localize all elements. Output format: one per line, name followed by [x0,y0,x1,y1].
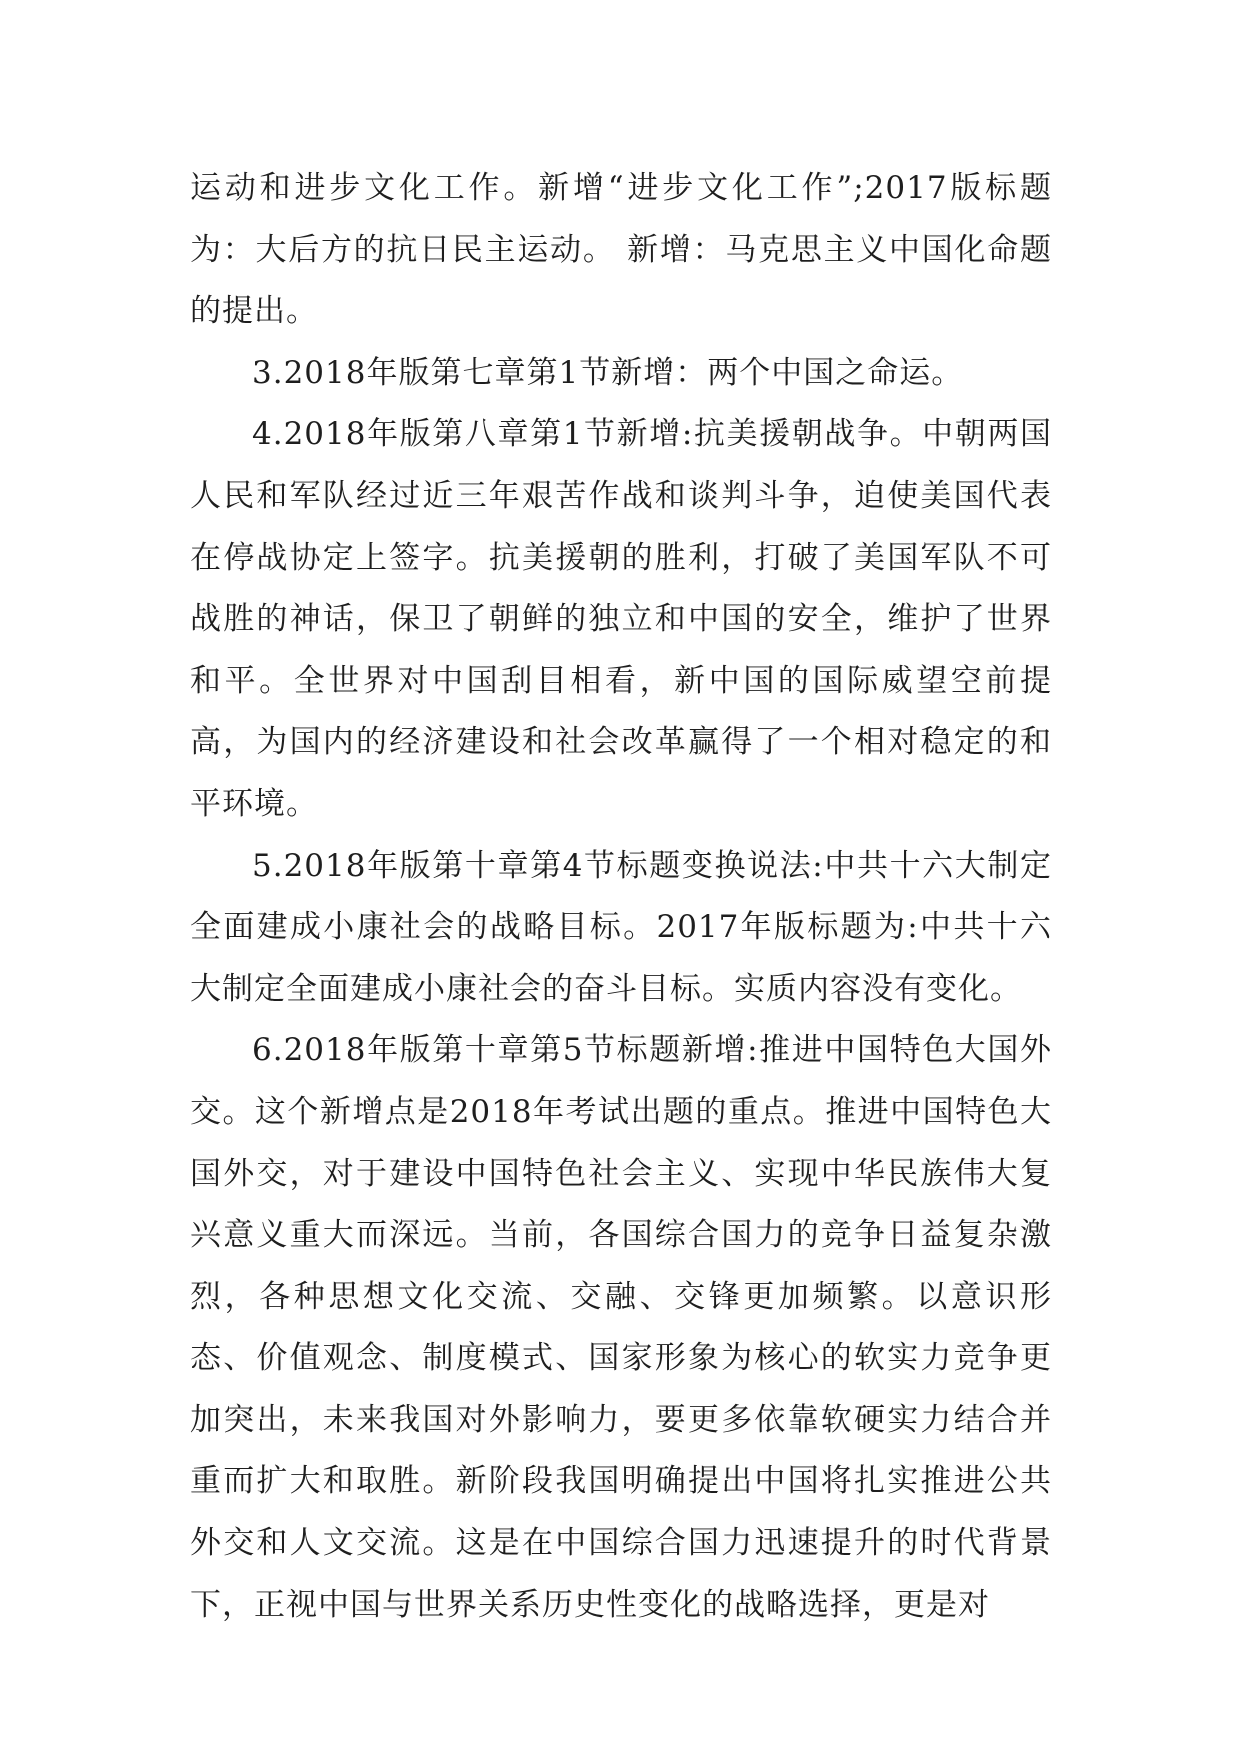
paragraph-item-5: 5.2018年版第十章第4节标题变换说法:中共十六大制定全面建成小康社会的战略目标。2017年版标题为:中共十六大制定全面建成小康社会的奋斗目标。实质内容没有变化。 [190,847,1052,1007]
paragraph-item-3: 3.2018年版第七章第1节新增：两个中国之命运。 [252,354,964,391]
paragraph-item-4: 4.2018年版第八章第1节新增:抗美援朝战争。中朝两国人民和军队经过近三年艰苦作战和谈判斗争，迫使美国代表在停战协定上签字。抗美援朝的胜利，打破了美国军队不可战胜的神话，保卫了朝鲜的独立和中国的安全，维护了世界和平。全世界对中国刮目相看，新中国的国际威望空前提高，为国内的经济建设和社会改革赢得了一个相对稳定的和平环境。 [190,416,1052,822]
paragraph-item-6: 6.2018年版第十章第5节标题新增:推进中国特色大国外交。这个新增点是2018年考试出题的重点。推进中国特色大国外交，对于建设中国特色社会主义、实现中华民族伟大复兴意义重大而深远。当前，各国综合国力的竞争日益复杂激烈，各种思想文化交流、交融、交锋更加频繁。以意识形态、价值观念、制度模式、国家形象为核心的软实力竞争更加突出，未来我国对外影响力，要更多依靠软硬实力结合并重而扩大和取胜。新阶段我国明确提出中国将扎实推进公共外交和人文交流。这是在中国综合国力迅速提升的时代背景下，正视中国与世界关系历史性变化的战略选择，更是对 [190,1032,1052,1623]
paragraph-continuation: 运动和进步文化工作。新增“进步文化工作”;2017版标题为：大后方的抗日民主运动。 新增：马克思主义中国化命题的提出。 [190,170,1052,330]
document-body [190,158,1052,1636]
